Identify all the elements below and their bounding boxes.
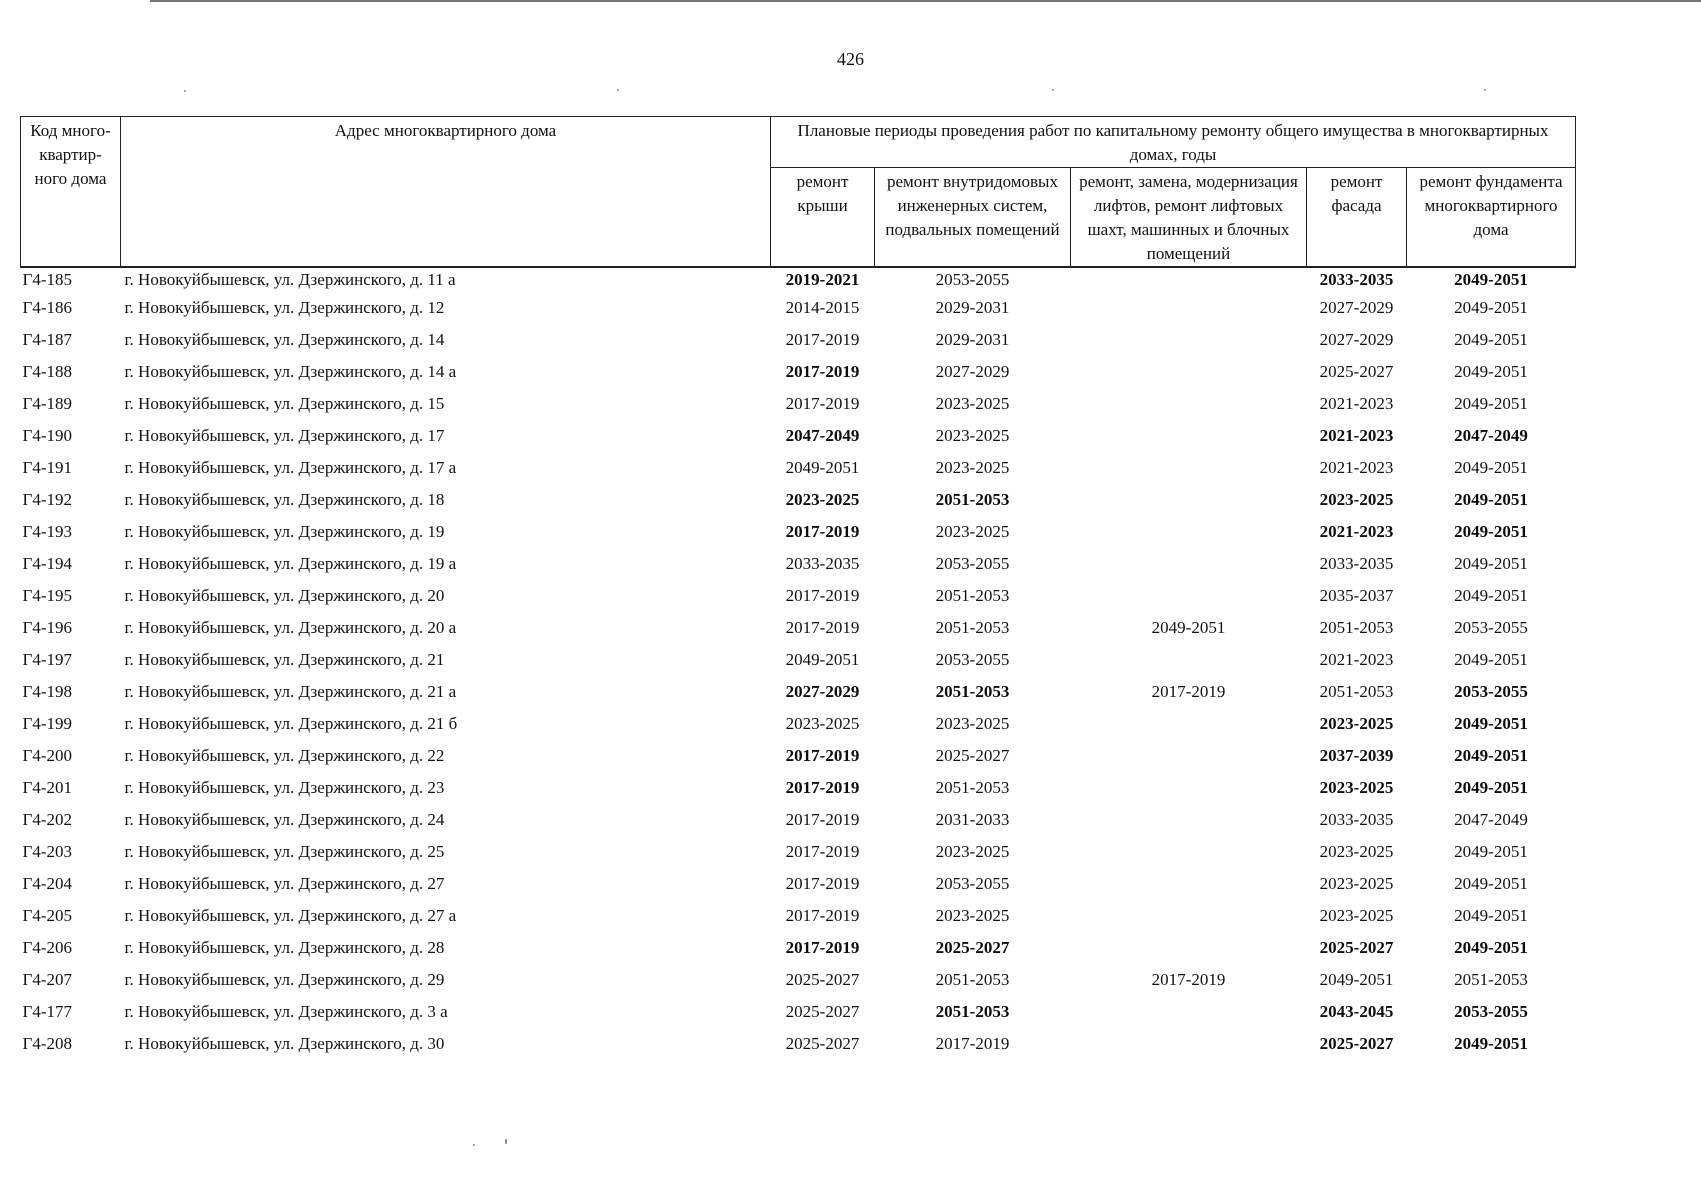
table-row bbox=[21, 1032, 1576, 1064]
row-code: Г4-191 bbox=[22, 458, 72, 477]
cell-facade-period: 2049-2051 bbox=[1319, 970, 1394, 989]
cell-foundation-period: 2049-2051 bbox=[1454, 490, 1528, 509]
cell-roof-period: 2049-2051 bbox=[785, 650, 860, 669]
row-code: Г4-190 bbox=[22, 426, 72, 445]
row-code: Г4-199 bbox=[22, 714, 72, 733]
cell-roof-period: 2025-2027 bbox=[785, 1034, 860, 1053]
row-code: Г4-208 bbox=[22, 1034, 72, 1053]
cell-lift-period bbox=[1071, 552, 1307, 584]
cell-roof-period: 2017-2019 bbox=[785, 874, 860, 893]
cell-lift-period bbox=[1071, 328, 1307, 360]
row-address: г. Новокуйбышевск, ул. Дзержинского, д. 11 а bbox=[124, 270, 456, 289]
row-address: г. Новокуйбышевск, ул. Дзержинского, д. 23 bbox=[124, 778, 445, 797]
cell-engineering-period: 2023-2025 bbox=[935, 426, 1010, 445]
table-row bbox=[21, 680, 1576, 712]
table-row bbox=[21, 872, 1576, 904]
cell-lift-period bbox=[1071, 1032, 1307, 1064]
cell-foundation-period: 2049-2051 bbox=[1454, 298, 1528, 317]
row-address: г. Новокуйбышевск, ул. Дзержинского, д. 20 bbox=[124, 586, 445, 605]
cell-lift-period: 2017-2019 bbox=[1151, 682, 1226, 701]
cell-engineering-period: 2023-2025 bbox=[935, 842, 1010, 861]
cell-lift-period bbox=[1071, 360, 1307, 392]
row-code: Г4-177 bbox=[22, 1002, 72, 1021]
cell-roof-period: 2019-2021 bbox=[785, 270, 860, 289]
page-number: 426 bbox=[837, 49, 864, 69]
cell-roof-period: 2049-2051 bbox=[785, 458, 860, 477]
cell-roof-period: 2014-2015 bbox=[785, 298, 860, 317]
cell-roof-period: 2025-2027 bbox=[785, 970, 860, 989]
cell-facade-period: 2037-2039 bbox=[1319, 746, 1394, 765]
scan-speck bbox=[473, 1144, 475, 1146]
cell-roof-period: 2017-2019 bbox=[785, 810, 860, 829]
row-code: Г4-195 bbox=[22, 586, 72, 605]
row-address: г. Новокуйбышевск, ул. Дзержинского, д. 30 bbox=[124, 1034, 445, 1053]
cell-foundation-period: 2049-2051 bbox=[1454, 874, 1528, 893]
cell-lift-period bbox=[1071, 392, 1307, 424]
cell-lift-period bbox=[1071, 296, 1307, 328]
cell-facade-period: 2025-2027 bbox=[1319, 938, 1394, 957]
row-code: Г4-197 bbox=[22, 650, 72, 669]
cell-roof-period: 2023-2025 bbox=[785, 714, 860, 733]
scan-top-edge-line bbox=[150, 0, 1701, 2]
column-header-lift-repair: ремонт, замена, модернизация лифтов, ремонт лифтовых шахт, машинных и блочных помещений bbox=[1071, 168, 1307, 268]
column-header-engineering-systems-repair: ремонт внутридомовых инженерных систем, подвальных помещений bbox=[875, 168, 1071, 268]
cell-lift-period bbox=[1071, 648, 1307, 680]
table-row bbox=[21, 840, 1576, 872]
row-address: г. Новокуйбышевск, ул. Дзержинского, д. 20 а bbox=[124, 618, 457, 637]
cell-foundation-period: 2053-2055 bbox=[1454, 1002, 1528, 1021]
document-sheet bbox=[20, 116, 1576, 1064]
cell-facade-period: 2051-2053 bbox=[1319, 682, 1394, 701]
cell-facade-period: 2033-2035 bbox=[1319, 810, 1394, 829]
cell-lift-period bbox=[1071, 267, 1307, 296]
cell-foundation-period: 2049-2051 bbox=[1454, 746, 1528, 765]
cell-roof-period: 2017-2019 bbox=[785, 330, 860, 349]
row-address: г. Новокуйбышевск, ул. Дзержинского, д. 15 bbox=[124, 394, 445, 413]
cell-foundation-period: 2049-2051 bbox=[1454, 778, 1528, 797]
cell-lift-period bbox=[1071, 488, 1307, 520]
table-row bbox=[21, 616, 1576, 648]
cell-facade-period: 2051-2053 bbox=[1319, 618, 1394, 637]
cell-foundation-period: 2049-2051 bbox=[1454, 1034, 1528, 1053]
table-row bbox=[21, 584, 1576, 616]
cell-engineering-period: 2029-2031 bbox=[935, 330, 1010, 349]
row-code: Г4-205 bbox=[22, 906, 72, 925]
row-code: Г4-192 bbox=[22, 490, 72, 509]
cell-engineering-period: 2053-2055 bbox=[935, 650, 1010, 669]
column-header-foundation-repair: ремонт фундамента многоквартирного дома bbox=[1407, 168, 1576, 268]
cell-facade-period: 2025-2027 bbox=[1319, 362, 1394, 381]
row-address: г. Новокуйбышевск, ул. Дзержинского, д. 29 bbox=[124, 970, 445, 989]
row-code: Г4-196 bbox=[22, 618, 72, 637]
cell-foundation-period: 2053-2055 bbox=[1454, 682, 1528, 701]
cell-roof-period: 2033-2035 bbox=[785, 554, 860, 573]
row-code: Г4-194 bbox=[22, 554, 72, 573]
cell-foundation-period: 2049-2051 bbox=[1454, 458, 1528, 477]
cell-foundation-period: 2049-2051 bbox=[1454, 906, 1528, 925]
table-row bbox=[21, 520, 1576, 552]
table-row bbox=[21, 1000, 1576, 1032]
table-row bbox=[21, 968, 1576, 1000]
cell-foundation-period: 2049-2051 bbox=[1454, 522, 1528, 541]
cell-engineering-period: 2023-2025 bbox=[935, 906, 1010, 925]
row-code: Г4-187 bbox=[22, 330, 72, 349]
cell-roof-period: 2017-2019 bbox=[785, 906, 860, 925]
cell-facade-period: 2023-2025 bbox=[1319, 906, 1394, 925]
cell-engineering-period: 2025-2027 bbox=[935, 746, 1010, 765]
cell-roof-period: 2027-2029 bbox=[785, 682, 860, 701]
cell-engineering-period: 2023-2025 bbox=[935, 458, 1010, 477]
cell-engineering-period: 2051-2053 bbox=[935, 1002, 1010, 1021]
row-code: Г4-204 bbox=[22, 874, 72, 893]
cell-engineering-period: 2053-2055 bbox=[935, 554, 1010, 573]
cell-roof-period: 2017-2019 bbox=[785, 778, 860, 797]
cell-facade-period: 2027-2029 bbox=[1319, 330, 1394, 349]
row-address: г. Новокуйбышевск, ул. Дзержинского, д. 3 а bbox=[124, 1002, 448, 1021]
row-address: г. Новокуйбышевск, ул. Дзержинского, д. 19 а bbox=[124, 554, 457, 573]
cell-foundation-period: 2049-2051 bbox=[1454, 586, 1528, 605]
row-address: г. Новокуйбышевск, ул. Дзержинского, д. 21 bbox=[124, 650, 445, 669]
row-address: г. Новокуйбышевск, ул. Дзержинского, д. 21 а bbox=[124, 682, 457, 701]
cell-facade-period: 2027-2029 bbox=[1319, 298, 1394, 317]
cell-engineering-period: 2031-2033 bbox=[935, 810, 1010, 829]
table-row bbox=[21, 712, 1576, 744]
cell-engineering-period: 2023-2025 bbox=[935, 522, 1010, 541]
cell-engineering-period: 2051-2053 bbox=[935, 778, 1010, 797]
row-address: г. Новокуйбышевск, ул. Дзержинского, д. 19 bbox=[124, 522, 445, 541]
cell-facade-period: 2033-2035 bbox=[1319, 270, 1394, 289]
cell-foundation-period: 2049-2051 bbox=[1454, 362, 1528, 381]
cell-facade-period: 2043-2045 bbox=[1319, 1002, 1394, 1021]
cell-engineering-period: 2051-2053 bbox=[935, 490, 1010, 509]
table-row bbox=[21, 456, 1576, 488]
cell-foundation-period: 2047-2049 bbox=[1454, 810, 1528, 829]
cell-lift-period: 2017-2019 bbox=[1151, 970, 1226, 989]
cell-engineering-period: 2051-2053 bbox=[935, 586, 1010, 605]
cell-facade-period: 2023-2025 bbox=[1319, 778, 1394, 797]
scan-speck bbox=[617, 89, 619, 91]
row-code: Г4-207 bbox=[22, 970, 72, 989]
cell-engineering-period: 2023-2025 bbox=[935, 394, 1010, 413]
table-row bbox=[21, 776, 1576, 808]
row-address: г. Новокуйбышевск, ул. Дзержинского, д. 21 б bbox=[124, 714, 458, 733]
row-address: г. Новокуйбышевск, ул. Дзержинского, д. 14 а bbox=[124, 362, 457, 381]
table-row bbox=[21, 424, 1576, 456]
cell-foundation-period: 2049-2051 bbox=[1454, 554, 1528, 573]
row-code: Г4-193 bbox=[22, 522, 72, 541]
row-address: г. Новокуйбышевск, ул. Дзержинского, д. 27 bbox=[124, 874, 445, 893]
scan-speck bbox=[505, 1139, 507, 1144]
column-header-roof-repair: ремонт крыши bbox=[771, 168, 875, 268]
cell-foundation-period: 2053-2055 bbox=[1454, 618, 1528, 637]
cell-foundation-period: 2049-2051 bbox=[1454, 394, 1528, 413]
table-row bbox=[21, 488, 1576, 520]
cell-roof-period: 2017-2019 bbox=[785, 362, 860, 381]
cell-facade-period: 2021-2023 bbox=[1319, 458, 1394, 477]
table-row bbox=[21, 936, 1576, 968]
table-row bbox=[21, 267, 1576, 296]
cell-facade-period: 2023-2025 bbox=[1319, 714, 1394, 733]
column-header-address: Адрес многоквартирного дома bbox=[121, 117, 771, 268]
row-address: г. Новокуйбышевск, ул. Дзержинского, д. 22 bbox=[124, 746, 445, 765]
table-row bbox=[21, 328, 1576, 360]
cell-lift-period bbox=[1071, 584, 1307, 616]
cell-engineering-period: 2053-2055 bbox=[935, 874, 1010, 893]
cell-engineering-period: 2029-2031 bbox=[935, 298, 1010, 317]
cell-facade-period: 2023-2025 bbox=[1319, 874, 1394, 893]
scan-speck bbox=[1052, 89, 1054, 91]
cell-lift-period bbox=[1071, 840, 1307, 872]
cell-foundation-period: 2049-2051 bbox=[1454, 330, 1528, 349]
cell-engineering-period: 2023-2025 bbox=[935, 714, 1010, 733]
cell-roof-period: 2047-2049 bbox=[785, 426, 860, 445]
row-address: г. Новокуйбышевск, ул. Дзержинского, д. 27 а bbox=[124, 906, 457, 925]
cell-facade-period: 2021-2023 bbox=[1319, 650, 1394, 669]
table-row bbox=[21, 392, 1576, 424]
table-body bbox=[21, 267, 1576, 1064]
column-group-header-planned-periods: Плановые периоды проведения работ по капитальному ремонту общего имущества в многоквартирных домах, годы bbox=[771, 117, 1576, 168]
cell-engineering-period: 2025-2027 bbox=[935, 938, 1010, 957]
cell-foundation-period: 2051-2053 bbox=[1454, 970, 1528, 989]
cell-roof-period: 2017-2019 bbox=[785, 938, 860, 957]
column-header-code: Код много-квартир-ного дома bbox=[21, 117, 121, 268]
cell-foundation-period: 2049-2051 bbox=[1454, 842, 1528, 861]
cell-engineering-period: 2051-2053 bbox=[935, 618, 1010, 637]
column-header-facade-repair: ремонт фасада bbox=[1307, 168, 1407, 268]
table-row bbox=[21, 552, 1576, 584]
capital-repair-schedule-table bbox=[20, 116, 1576, 1064]
cell-lift-period bbox=[1071, 904, 1307, 936]
cell-facade-period: 2021-2023 bbox=[1319, 394, 1394, 413]
table-row bbox=[21, 648, 1576, 680]
row-address: г. Новокуйбышевск, ул. Дзержинского, д. 17 а bbox=[124, 458, 457, 477]
row-code: Г4-185 bbox=[22, 270, 72, 289]
cell-lift-period bbox=[1071, 808, 1307, 840]
cell-foundation-period: 2049-2051 bbox=[1454, 650, 1528, 669]
table-row bbox=[21, 808, 1576, 840]
cell-foundation-period: 2049-2051 bbox=[1454, 714, 1528, 733]
row-address: г. Новокуйбышевск, ул. Дзержинского, д. 28 bbox=[124, 938, 445, 957]
table-row bbox=[21, 904, 1576, 936]
cell-foundation-period: 2047-2049 bbox=[1454, 426, 1528, 445]
cell-roof-period: 2017-2019 bbox=[785, 394, 860, 413]
scan-speck bbox=[184, 90, 186, 92]
row-code: Г4-202 bbox=[22, 810, 72, 829]
cell-roof-period: 2017-2019 bbox=[785, 746, 860, 765]
cell-facade-period: 2025-2027 bbox=[1319, 1034, 1394, 1053]
row-address: г. Новокуйбышевск, ул. Дзержинского, д. 18 bbox=[124, 490, 445, 509]
cell-facade-period: 2021-2023 bbox=[1319, 426, 1394, 445]
table-row bbox=[21, 744, 1576, 776]
cell-facade-period: 2021-2023 bbox=[1319, 522, 1394, 541]
cell-roof-period: 2017-2019 bbox=[785, 522, 860, 541]
cell-lift-period bbox=[1071, 712, 1307, 744]
cell-engineering-period: 2051-2053 bbox=[935, 682, 1010, 701]
table-row bbox=[21, 296, 1576, 328]
cell-foundation-period: 2049-2051 bbox=[1454, 270, 1528, 289]
cell-engineering-period: 2027-2029 bbox=[935, 362, 1010, 381]
row-address: г. Новокуйбышевск, ул. Дзержинского, д. 12 bbox=[124, 298, 445, 317]
cell-roof-period: 2017-2019 bbox=[785, 618, 860, 637]
table-header bbox=[21, 117, 1576, 268]
table-row bbox=[21, 360, 1576, 392]
row-address: г. Новокуйбышевск, ул. Дзержинского, д. 14 bbox=[124, 330, 445, 349]
cell-facade-period: 2035-2037 bbox=[1319, 586, 1394, 605]
cell-engineering-period: 2053-2055 bbox=[935, 270, 1010, 289]
cell-roof-period: 2017-2019 bbox=[785, 842, 860, 861]
cell-lift-period bbox=[1071, 744, 1307, 776]
cell-lift-period bbox=[1071, 424, 1307, 456]
cell-lift-period bbox=[1071, 872, 1307, 904]
row-code: Г4-201 bbox=[22, 778, 72, 797]
scan-speck bbox=[1484, 89, 1486, 91]
cell-roof-period: 2023-2025 bbox=[785, 490, 860, 509]
row-code: Г4-186 bbox=[22, 298, 72, 317]
cell-roof-period: 2025-2027 bbox=[785, 1002, 860, 1021]
cell-engineering-period: 2017-2019 bbox=[935, 1034, 1010, 1053]
cell-engineering-period: 2051-2053 bbox=[935, 970, 1010, 989]
cell-roof-period: 2017-2019 bbox=[785, 586, 860, 605]
row-code: Г4-203 bbox=[22, 842, 72, 861]
cell-lift-period bbox=[1071, 1000, 1307, 1032]
cell-lift-period bbox=[1071, 456, 1307, 488]
row-code: Г4-198 bbox=[22, 682, 72, 701]
cell-lift-period: 2049-2051 bbox=[1151, 618, 1226, 637]
row-code: Г4-189 bbox=[22, 394, 72, 413]
cell-foundation-period: 2049-2051 bbox=[1454, 938, 1528, 957]
row-address: г. Новокуйбышевск, ул. Дзержинского, д. 25 bbox=[124, 842, 445, 861]
cell-lift-period bbox=[1071, 776, 1307, 808]
cell-lift-period bbox=[1071, 936, 1307, 968]
row-code: Г4-200 bbox=[22, 746, 72, 765]
cell-facade-period: 2023-2025 bbox=[1319, 490, 1394, 509]
cell-facade-period: 2023-2025 bbox=[1319, 842, 1394, 861]
row-code: Г4-206 bbox=[22, 938, 72, 957]
row-address: г. Новокуйбышевск, ул. Дзержинского, д. 17 bbox=[124, 426, 445, 445]
cell-lift-period bbox=[1071, 520, 1307, 552]
row-code: Г4-188 bbox=[22, 362, 72, 381]
row-address: г. Новокуйбышевск, ул. Дзержинского, д. 24 bbox=[124, 810, 445, 829]
cell-facade-period: 2033-2035 bbox=[1319, 554, 1394, 573]
